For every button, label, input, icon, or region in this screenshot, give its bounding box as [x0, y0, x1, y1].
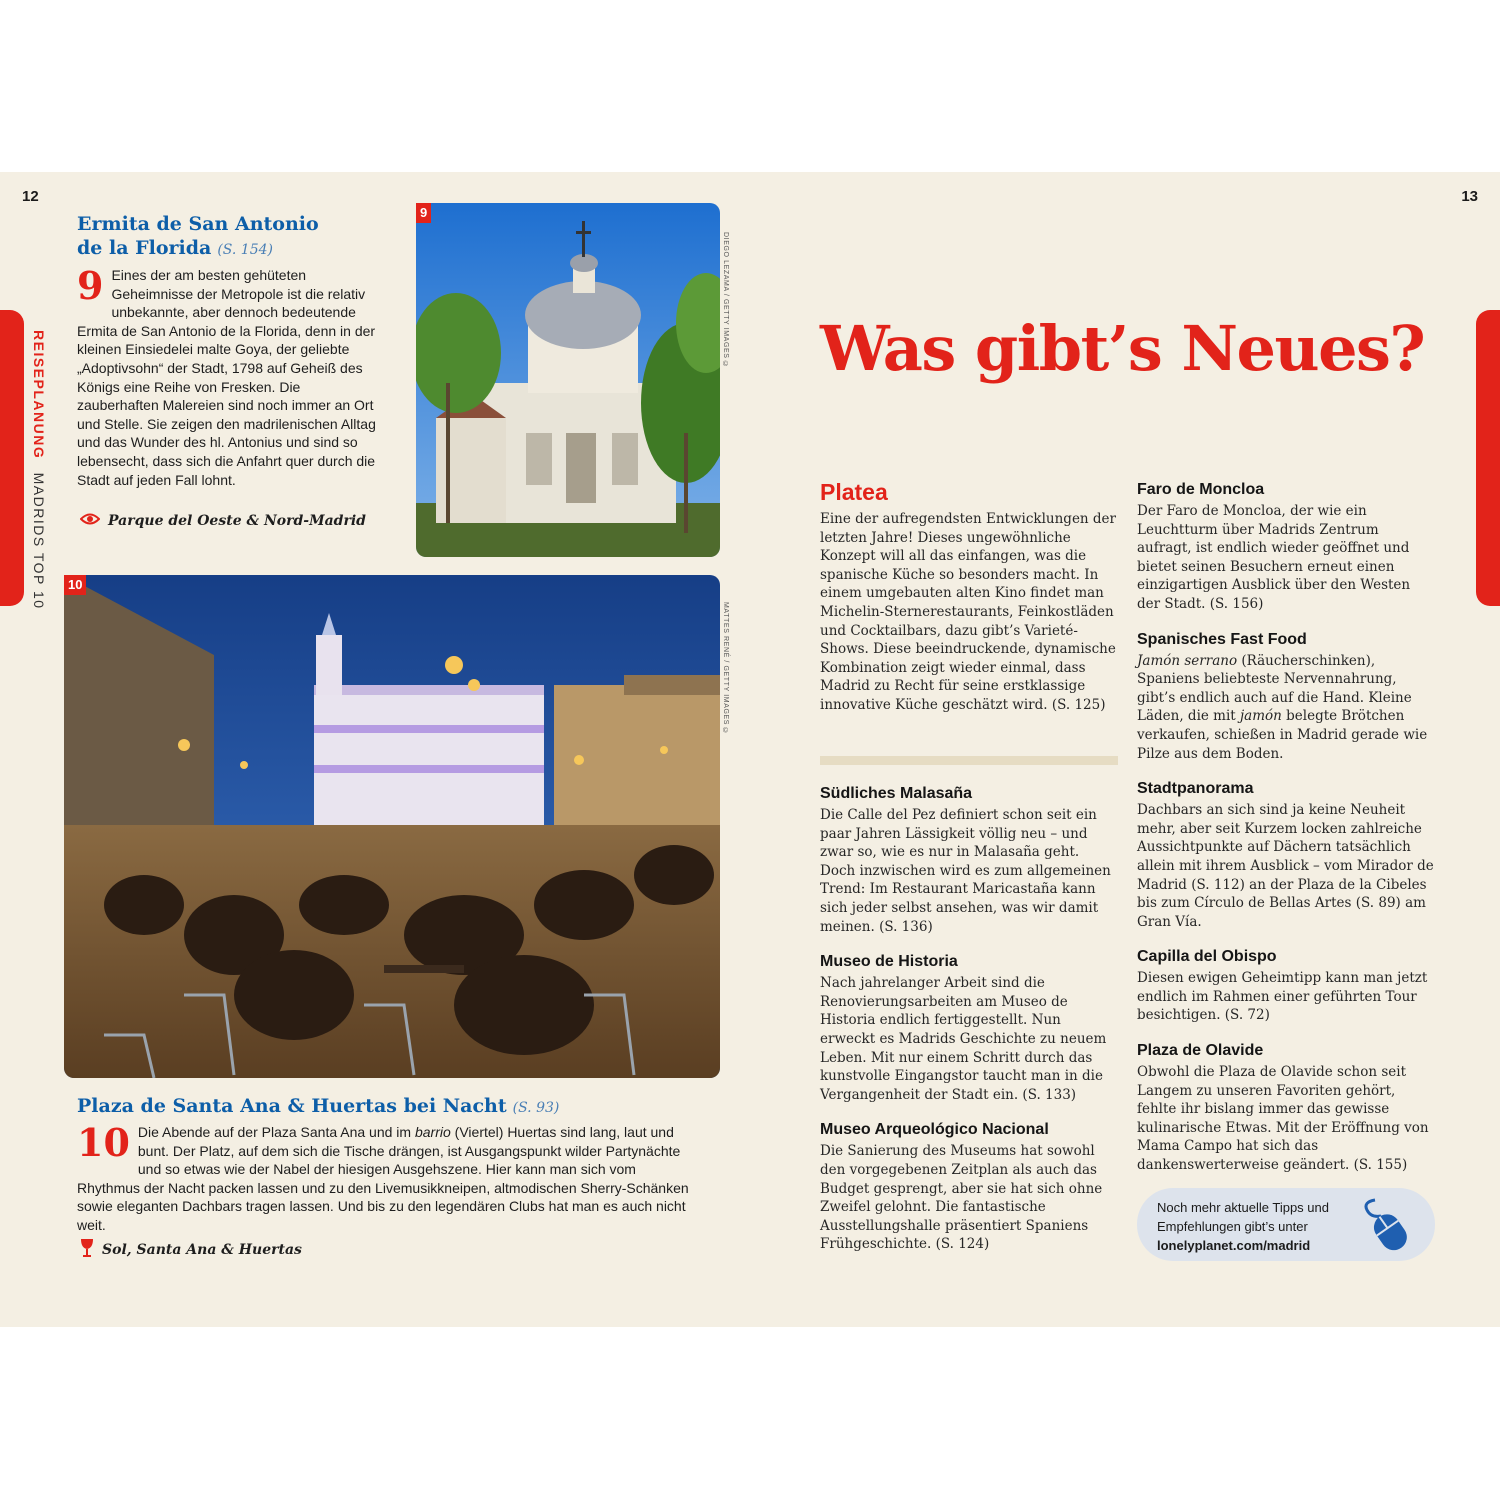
column-divider: [820, 756, 1118, 765]
book-spread: [0, 172, 1500, 1327]
photo-ermita: [416, 203, 720, 557]
section10-ref: (S. 93): [512, 1100, 560, 1116]
news-item-platea: Platea Eine der aufregendsten Entwicklungen der letzten Jahre! Dieses ungewöhnliche Konzept will all das einfangen, was die spanische Küche so besonders macht. In einem umgebauten alten Kino findet man Michelin-Sternerestaurants, Feinkostläden und Cocktailbars, dazu gibt’s Varieté-Shows. Diese beeindruckende, dynamische Kombination zeigt wieder einmal, dass Madrid zu Recht für seine erstklassige innovative Küche geschätzt wird. (S. 125): [820, 479, 1116, 713]
page-number-right: 13: [1461, 188, 1478, 205]
section9-title: Ermita de San Antonio de la Florida (S. 154): [77, 213, 319, 259]
news-item-faro: Faro de Moncloa Der Faro de Moncloa, der wie ein Leuchtturm über Madrids Zentrum aufragt, ist endlich wieder geöffnet und bietet seinen Besuchern erneut einen einzigartigen Ausblick über den Westen der Stadt. (S. 156): [1137, 481, 1411, 612]
news-item-fast-food: Spanisches Fast Food Jamón serrano (Räucherschinken), Spaniens beliebteste Nervennahrung, gibt’s endlich auch auf die Hand. Kleine Läden, die mit jamón belegte Brötchen verkaufen, schießen in Madrid gerade wie Pilze aus dem Boden.: [1137, 630, 1428, 762]
section9-number: 9: [77, 263, 104, 308]
chapter-tab-left: [0, 310, 24, 606]
news-item-museo-arqueologico: Museo Arqueológico Nacional Die Sanierung des Museums hat sowohl den vorgegebenen Zeitplan als auch das Budget gesprengt, aber sie hat sich ohne Zweifel gelohnt. Die fantastische Ausstellungshalle präsentiert Spaniens Frühgeschichte. (S. 124): [820, 1121, 1103, 1253]
news-item-capilla: Capilla del Obispo Diesen ewigen Geheimtipp kann man jetzt endlich im Rahmen einer geführten Tour besichtigen. (S. 72): [1137, 948, 1428, 1024]
news-item-olavide: Plaza de Olavide Obwohl die Plaza de Olavide schon seit Langem zu unseren Favoriten gehört, fehlte ihr bislang immer das gewisse kulinarische Etwas. Mit der Eröffnung von Mama Campo hat sich das dankenswerterweise geändert. (S. 155): [1137, 1042, 1429, 1174]
section9-text: 9 Eines der am besten gehüteten Geheimnisse der Metropole ist die relativ unbekannte, aber dennoch bedeutende Ermita de San Antonio de la Florida, denn in der kleinen Einsiedelei malte Goya, der geliebte „Adoptivsohn“ der Stadt, 1798 auf Geheiß des Königs eine Reihe von Fresken. Die zauberhaften Malereien sind noch immer an Ort und Stelle. Sie zeigen den madrilenischen Alltag und das Wunder des hl. Antonius und sind so lebensecht, dass sich die Anfahrt quer durch die Stadt auf jeden Fall lohnt.: [77, 263, 376, 488]
photo-credit-9: DIEGO LEZAMA / GETTY IMAGES ©: [722, 232, 729, 369]
photo-badge-10: 10: [64, 575, 86, 595]
photo-plaza-santa-ana: [64, 575, 720, 1078]
news-column-right: [1137, 480, 1435, 1191]
section9-location: Parque del Oeste & Nord-Madrid: [80, 512, 366, 530]
chapter-side-label: REISEPLANUNG MADRIDS TOP 10: [31, 330, 47, 610]
tip-box: [1137, 1188, 1435, 1261]
section9-ref: (S. 154): [217, 242, 273, 258]
page-number-left: 12: [22, 188, 39, 205]
news-item-malasana: Südliches Malasaña Die Calle del Pez definiert schon seit ein paar Jahren Lässigkeit völlig neu – und zwar so, wie es nur in Malasaña geht. Doch inzwischen wird es zum allgemeinen Trend: Im Restaurant Maricastaña kann sich jeder selbst ansehen, was wir damit meinen. (S. 136): [820, 785, 1111, 935]
news-item-stadtpanorama: Stadtpanorama Dachbars an sich sind ja keine Neuheit mehr, aber seit Kurzem locken zahlreiche Aussichtpunkte auf Dächern tatsächlich allein mit ihrem Ausblick – vom Mirador de Madrid (S. 112) an der Plaza de la Cibeles bis zum Círculo de Bellas Artes (S. 89) am Gran Vía.: [1137, 780, 1434, 930]
wine-glass-icon: [80, 1238, 94, 1262]
page-title: Was gibt’s Neues?: [820, 312, 1425, 385]
news-column-left-bottom: [820, 784, 1118, 1270]
news-item-museo-historia: Museo de Historia Nach jahrelanger Arbeit sind die Renovierungsarbeiten am Museo de Historia endlich fertiggestellt. Nun erweckt es Madrids Geschichte zu neuem Leben. Mit nur einem Schritt durch das kunstvolle Eingangstor taucht man in die Vergangenheit der Stadt ein. (S. 133): [820, 953, 1107, 1103]
news-column-left-top: [820, 478, 1118, 731]
photo-credit-10: MATTES RENÉ / GETTY IMAGES ©: [722, 602, 729, 736]
section10-text: 10 Die Abende auf der Plaza Santa Ana und im barrio (Viertel) Huertas sind lang, laut und bunt. Der Platz, auf dem sich die Tische drängen, ist Ausgangspunkt wilder Partynächte und so etwas wie der Nabel der hiesigen Ausgehszene. Hier kann man sich vom Rhythmus der Nacht packen lassen und zu den Livemusikkneipen, altmodischen Sherry-Schänken sowie eleganten Dachbars tragen lassen. Und bis zu den legendären Clubs hat man es auch nicht weit.: [77, 1120, 689, 1233]
chapter-tab-right: [1476, 310, 1500, 606]
section10-title: Plaza de Santa Ana & Huertas bei Nacht (S. 93): [77, 1095, 560, 1117]
tip-text: Noch mehr aktuelle Tipps und Empfehlungen gibt’s unter lonelyplanet.com/madrid: [1157, 1200, 1329, 1253]
section10-number: 10: [77, 1120, 130, 1165]
section10-location: Sol, Santa Ana & Huertas: [80, 1238, 302, 1262]
mouse-icon: [1357, 1196, 1413, 1259]
eye-icon: [80, 512, 100, 530]
photo-badge-9: 9: [416, 203, 431, 223]
tip-link[interactable]: lonelyplanet.com/madrid: [1157, 1238, 1311, 1253]
